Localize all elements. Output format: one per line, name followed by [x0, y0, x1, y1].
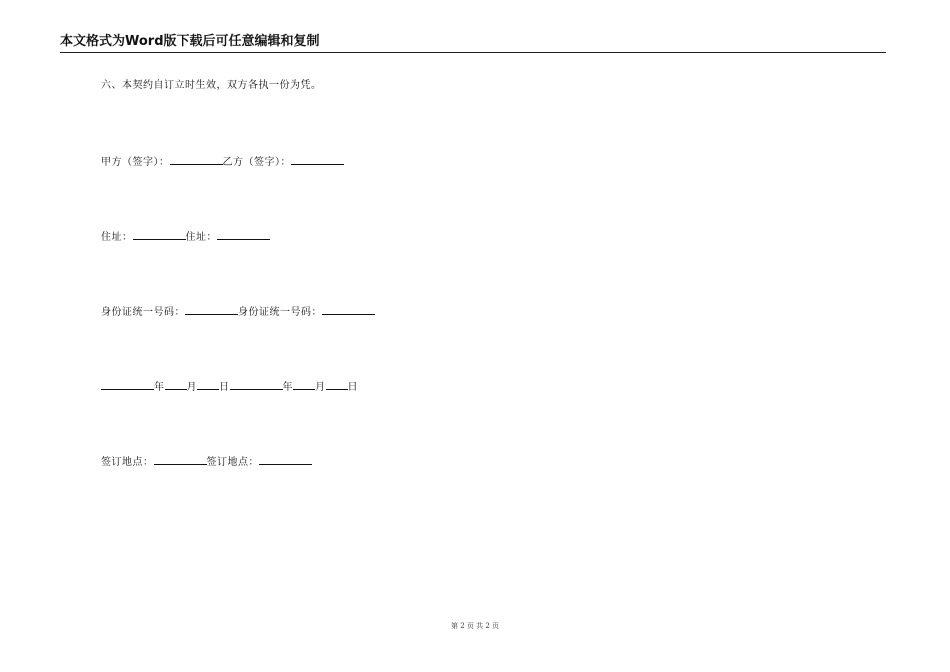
party-b-month-blank — [293, 379, 315, 390]
party-a-year-label: 年 — [154, 382, 165, 393]
party-b-address-blank — [217, 229, 270, 240]
clause-six-text: 六、本契约自订立时生效，双方各执一份为凭。 — [101, 80, 322, 91]
header-title: 本文格式为Word版下载后可任意编辑和复制 — [60, 34, 320, 49]
page-header — [60, 34, 886, 53]
id-number-line — [101, 304, 375, 320]
date-line — [101, 379, 358, 395]
party-a-year-blank — [101, 379, 154, 390]
party-b-day-label: 日 — [347, 382, 358, 393]
signature-line — [101, 154, 344, 170]
party-b-signature-blank — [291, 154, 344, 165]
party-b-place-blank — [259, 454, 312, 465]
party-a-day-label: 日 — [219, 382, 230, 393]
party-a-id-label: 身份证统一号码： — [101, 307, 185, 318]
page-number: 第 2 页 共 2 页 — [450, 622, 500, 630]
clause-six — [101, 79, 322, 93]
party-b-id-label: 身份证统一号码： — [238, 307, 322, 318]
party-b-place-label: 签订地点： — [206, 457, 259, 468]
party-b-day-blank — [326, 379, 348, 390]
signing-place-line — [101, 454, 312, 470]
party-a-place-label: 签订地点： — [101, 457, 154, 468]
party-a-place-blank — [154, 454, 207, 465]
party-a-address-label: 住址： — [101, 232, 133, 243]
party-b-year-label: 年 — [282, 382, 293, 393]
party-a-signature-label: 甲方（签字）： — [101, 157, 170, 168]
party-a-address-blank — [133, 229, 186, 240]
party-a-signature-blank — [170, 154, 223, 165]
party-a-id-blank — [185, 304, 238, 315]
party-b-id-blank — [322, 304, 375, 315]
address-line — [101, 229, 270, 245]
page-footer — [0, 621, 950, 631]
party-a-month-label: 月 — [186, 382, 197, 393]
party-b-signature-label: 乙方（签字）： — [222, 157, 291, 168]
party-b-address-label: 住址： — [185, 232, 217, 243]
party-b-year-blank — [230, 379, 283, 390]
party-a-day-blank — [197, 379, 219, 390]
party-a-month-blank — [165, 379, 187, 390]
party-b-month-label: 月 — [315, 382, 326, 393]
